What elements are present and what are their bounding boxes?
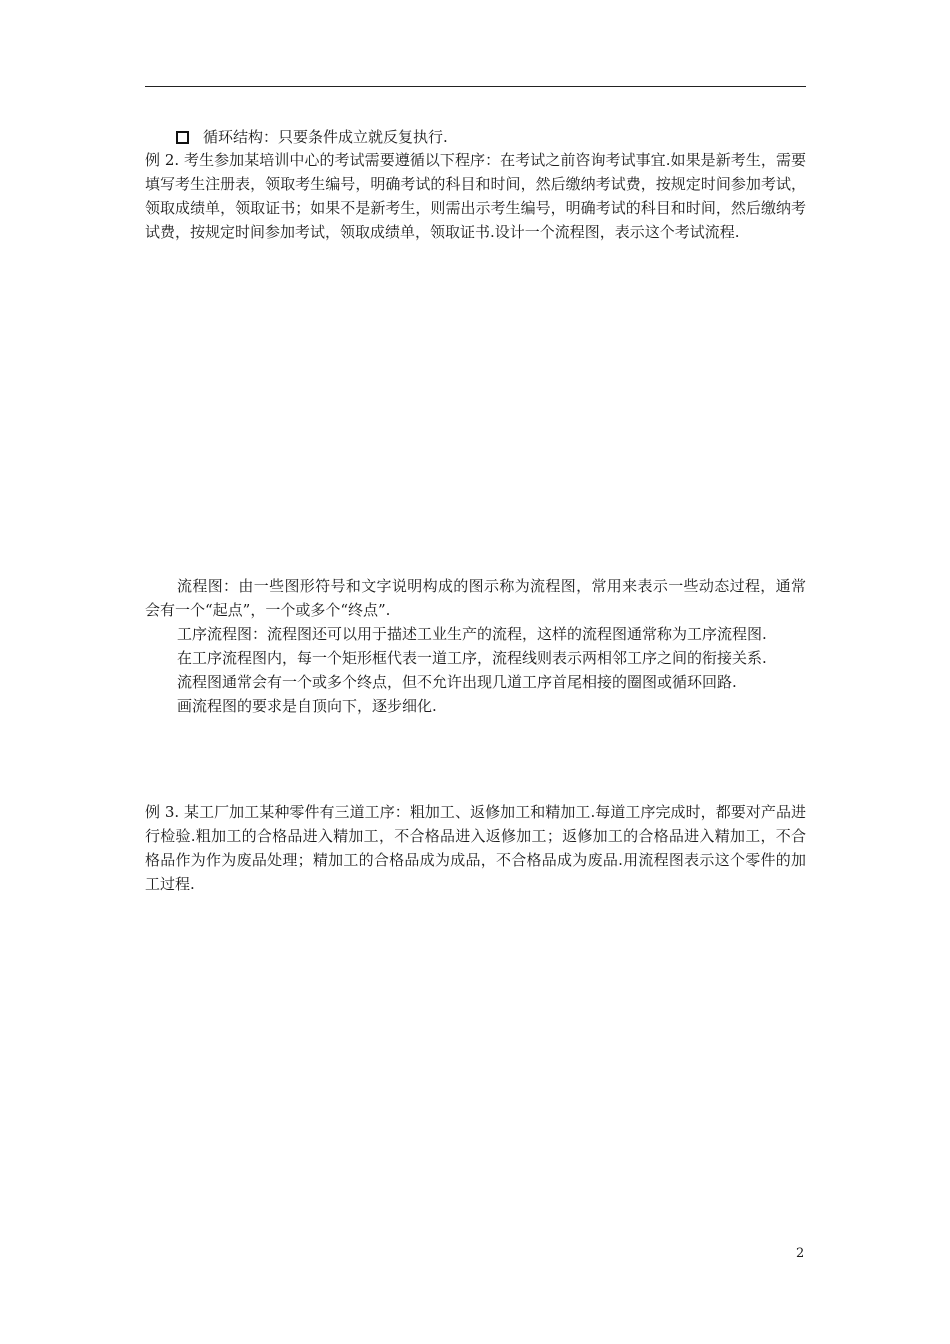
paragraph-end-points: 流程图通常会有一个或多个终点，但不允许出现几道工序首尾相接的圈图或循环回路. bbox=[177, 673, 737, 691]
paragraph-flowchart-definition: 流程图：由一些图形符号和文字说明构成的图示称为流程图，常用来表示一些动态过程，通常会有一个“起点”，一个或多个“终点”. bbox=[145, 577, 806, 619]
loop-structure-text: 循环结构：只要条件成立就反复执行. bbox=[203, 128, 448, 146]
loop-structure-item bbox=[176, 126, 448, 148]
example-3-text: 例 3. 某工厂加工某种零件有三道工序：粗加工、返修加工和精加工.每道工序完成时，都要对产品进行检验.粗加工的合格品进入精加工，不合格品进入返修加工；返修加工的合格品进入精加工，不合格品作为作为废品处理；精加工的合格品成为成品，不合格品成为废品.用流程图表示这个零件的加工过程. bbox=[145, 803, 806, 893]
page-number: 2 bbox=[796, 1246, 805, 1261]
paragraph-drawing-requirement: 画流程图的要求是自顶向下，逐步细化. bbox=[177, 697, 437, 715]
definitions-section bbox=[145, 574, 806, 718]
square-bullet-icon bbox=[176, 131, 189, 144]
example-2-text: 例 2. 考生参加某培训中心的考试需要遵循以下程序：在考试之前咨询考试事宜.如果是新考生，需要填写考生注册表，领取考生编号，明确考试的科目和时间，然后缴纳考试费，按规定时间参加考试，领取成绩单，领取证书；如果不是新考生，则需出示考生编号，明确考试的科目和时间，然后缴纳考试费，按规定时间参加考试，领取成绩单，领取证书.设计一个流程图，表示这个考试流程. bbox=[145, 151, 806, 241]
paragraph-process-flowchart: 工序流程图：流程图还可以用于描述工业生产的流程，这样的流程图通常称为工序流程图. bbox=[177, 625, 767, 643]
example-2 bbox=[145, 148, 806, 244]
example-3 bbox=[145, 800, 806, 896]
paragraph-rectangle-meaning: 在工序流程图内，每一个矩形框代表一道工序，流程线则表示两相邻工序之间的衔接关系. bbox=[177, 649, 767, 667]
header-rule bbox=[145, 86, 806, 87]
